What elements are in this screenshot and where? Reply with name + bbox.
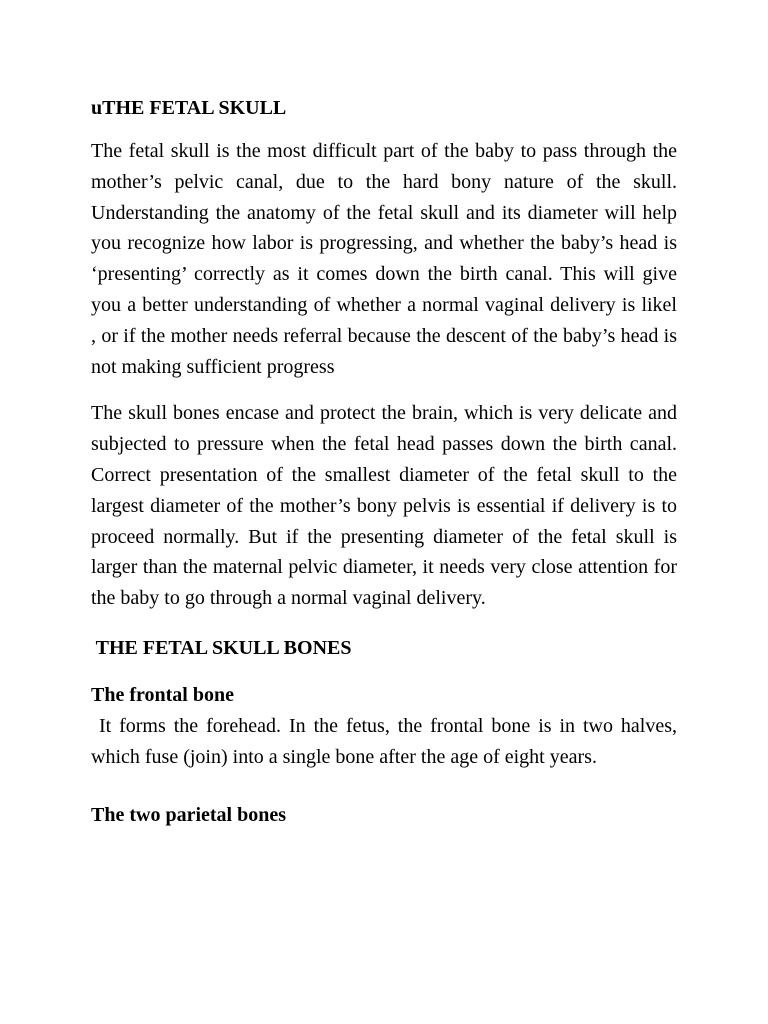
document-title: uTHE FETAL SKULL bbox=[91, 97, 287, 119]
section-heading-skull-bones: THE FETAL SKULL BONES bbox=[91, 636, 352, 659]
intro-paragraph: The fetal skull is the most difficult part of the baby to pass through the mother’s pelvic canal, due to the hard bony nature of the skull. Understanding the anatomy of the fetal skull and its diameter will help you recognize how labor is progressing, and whether the baby’s head is ‘presenting’ correctly as it comes down the birth canal. This will give you a better understanding of whether a normal vaginal delivery is likel , or if the mother needs referral because the descent of the baby’s head is not making sufficient progress bbox=[91, 140, 697, 378]
document-page bbox=[91, 95, 697, 828]
subheading-frontal-bone: The frontal bone bbox=[91, 683, 234, 706]
subheading-parietal-bones: The two parietal bones bbox=[91, 803, 286, 826]
frontal-bone-paragraph: It forms the forehead. In the fetus, the frontal bone is in two halves, which fuse (join) into a single bone after the age of eight years. bbox=[91, 714, 683, 768]
skull-bones-paragraph: The skull bones encase and protect the brain, which is very delicate and subjected to pressure when the fetal head passes down the birth canal. Correct presentation of the smallest diameter of the fetal skull to the largest diameter of the mother’s bony pelvis is essential if delivery is to proceed normally. But if the presenting diameter of the fetal skull is larger than the maternal pelvic diameter, it needs very close attention for the baby to go through a normal vaginal delivery. bbox=[91, 402, 677, 610]
